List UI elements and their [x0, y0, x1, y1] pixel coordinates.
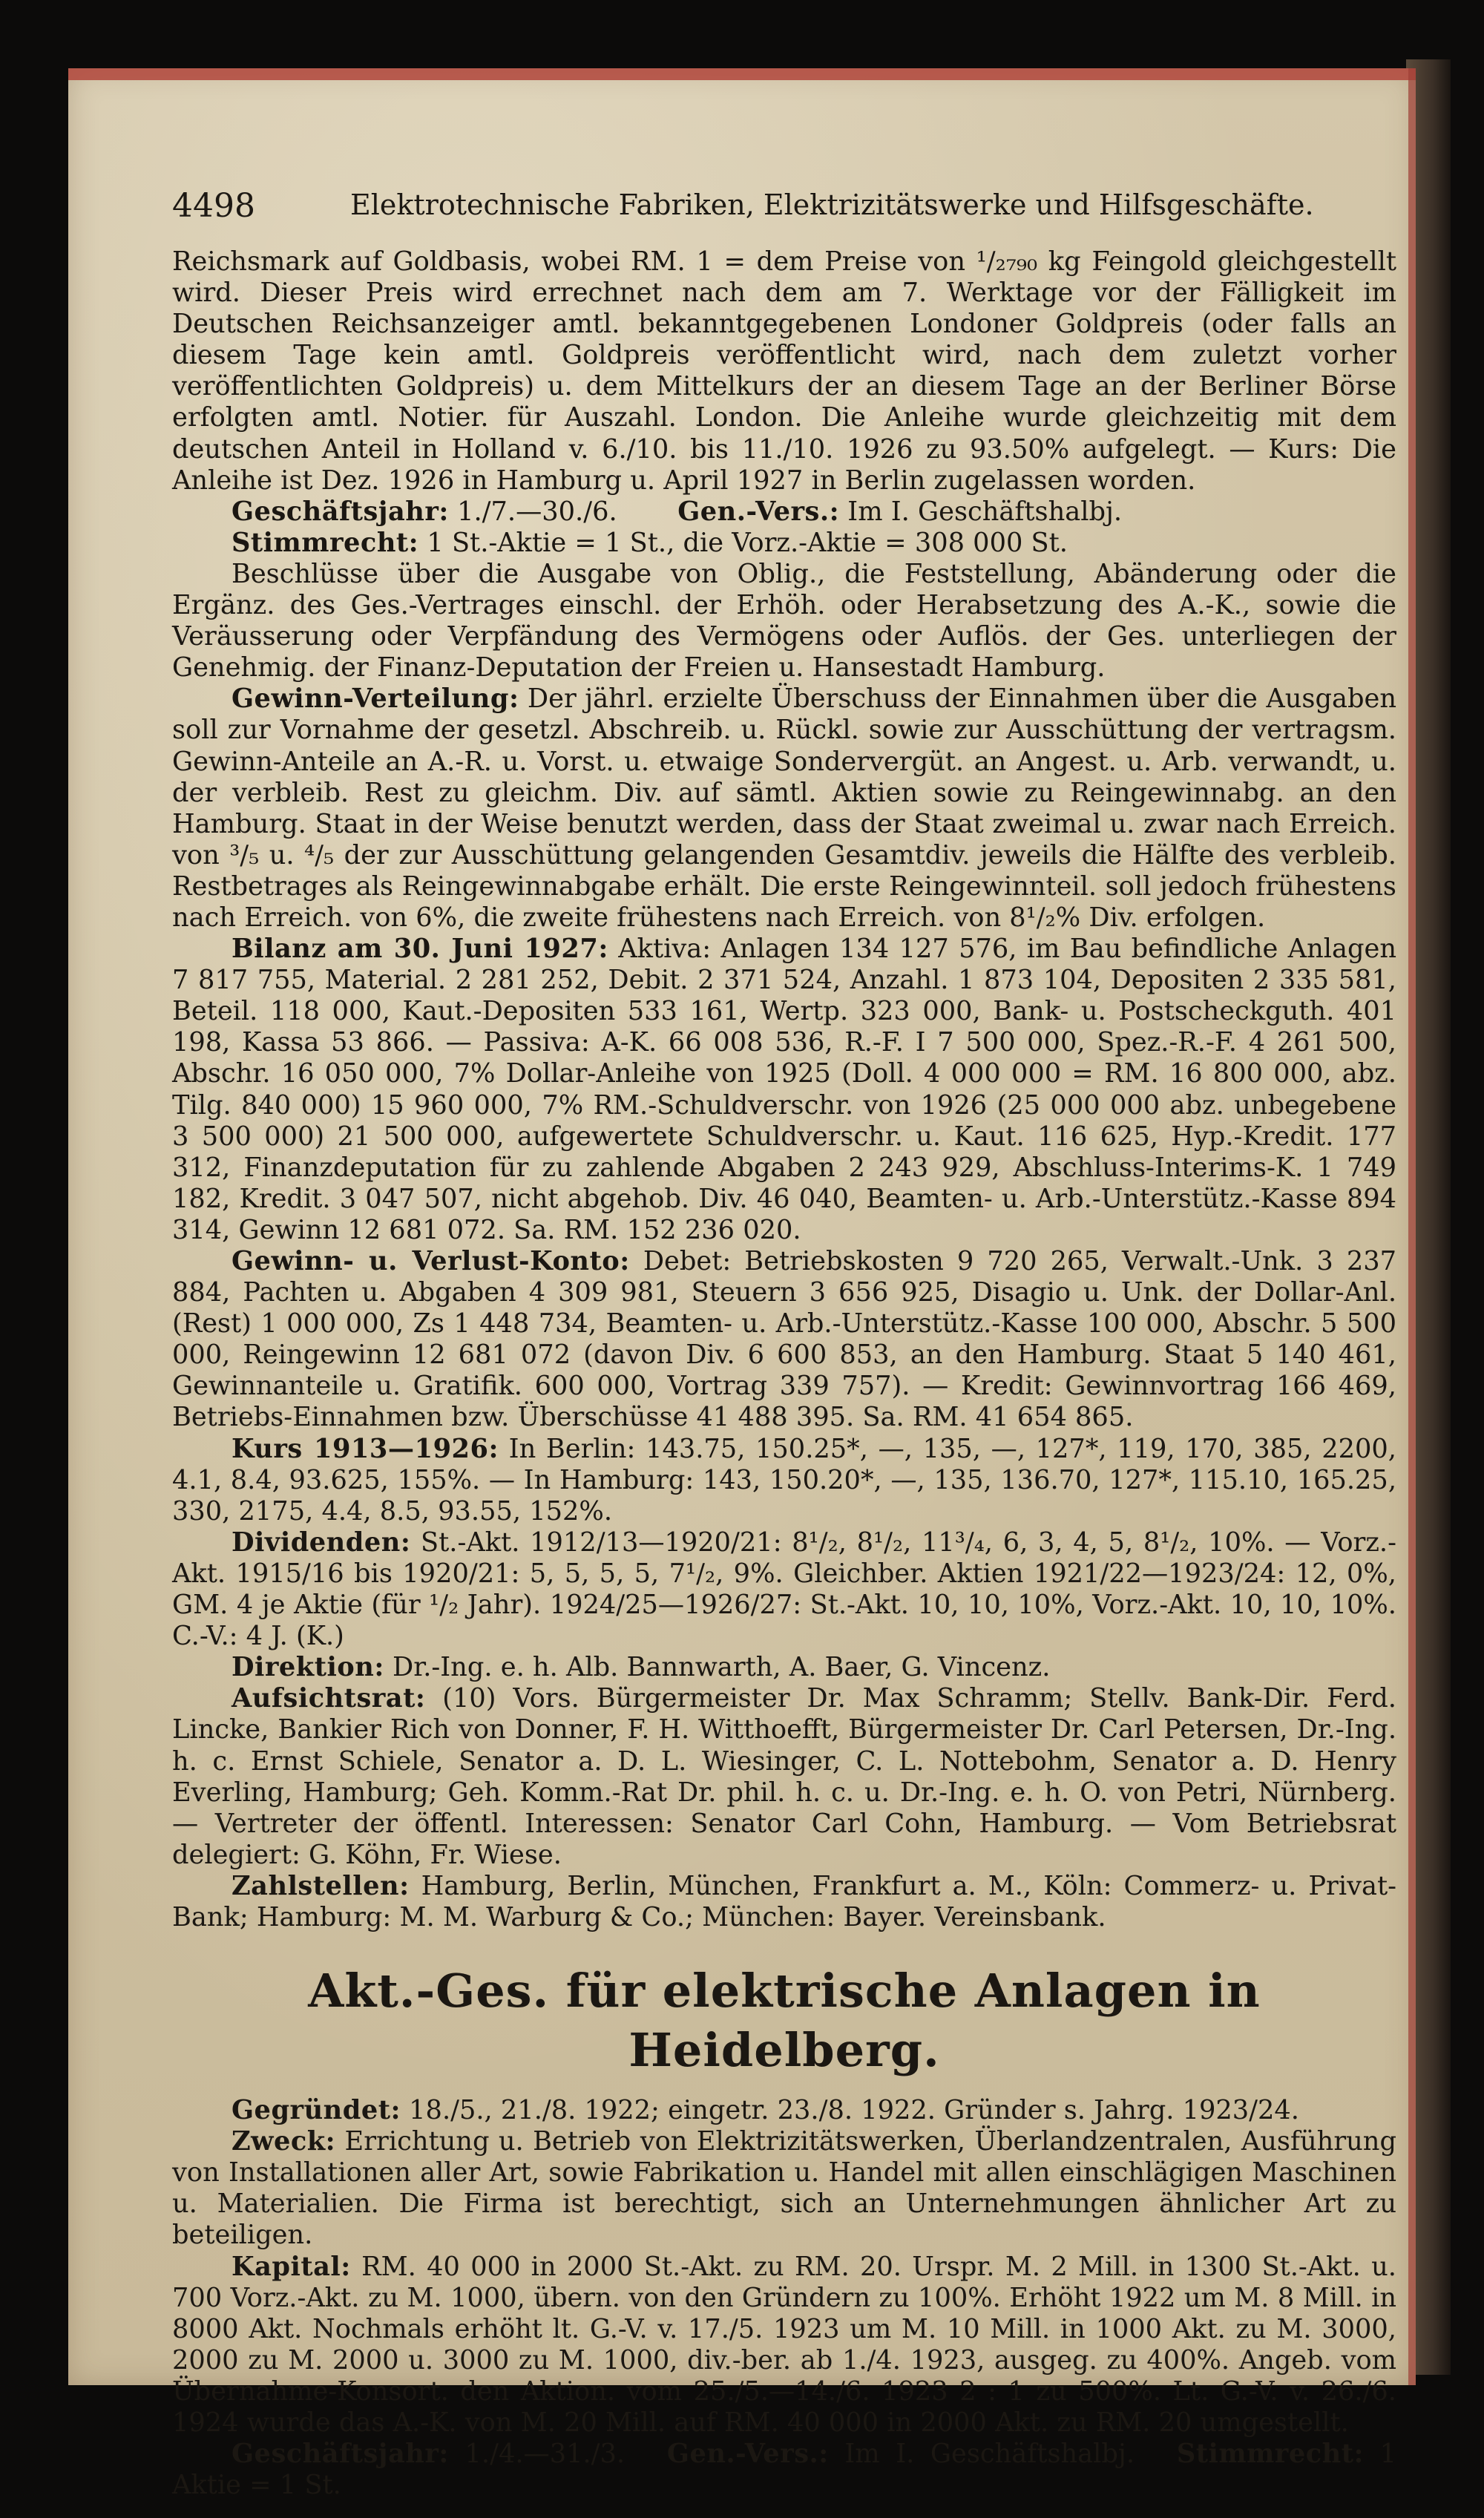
voting-rights-label-2: Stimmrecht:: [1176, 2439, 1364, 2470]
purpose-paragraph: [172, 2126, 1396, 2251]
paying-agents-text: Hamburg, Berlin, München, Frankfurt a. M., Köln: Commerz- u. Privat-Bank; Hamburg: M. M. Warburg & Co.; München: Bayer. Vereinsbank.: [172, 1870, 1396, 1932]
dividends-label: Dividenden:: [232, 1527, 411, 1558]
resolutions-paragraph: Beschlüsse über die Ausgabe von Oblig., die Feststellung, Abänderung oder die Ergänz. des Ges.-Vertrages einschl. der Erhöh. oder Herabsetzung des A.-K., sowie die Veräusserung oder Verpfändung des Vermögens oder Auflös. der Ges. unterliegen der Genehmig. der Finanz-Deputation der Freien u. Hansestadt Hamburg.: [172, 558, 1396, 683]
purpose-text: Errichtung u. Betrieb von Elektrizitätswerken, Überlandzentralen, Ausführung von Installationen aller Art, sowie Fabrikation u. Handel mit allen einschlägigen Maschinen u. Materialien. Die Firma ist berechtigt, sich an Unternehmungen ähnlicher Art zu beteiligen.: [172, 2126, 1396, 2251]
intro-paragraph: Reichsmark auf Goldbasis, wobei RM. 1 = dem Preise von ¹/₂₇₉₀ kg Feingold gleichgestellt wird. Dieser Preis wird errechnet nach dem am 7. Werktage vor der Fälligkeit im Deutschen Reichsanzeiger amtl. bekanntgegebenen Londoner Goldpreis (oder falls an diesem Tage kein amtl. Goldpreis veröffentlicht wird, nach dem zuletzt vorher veröffentlichten Goldpreis) u. dem Mittelkurs der an diesem Tage an der Berliner Börse erfolgten amtl. Notier. für Auszahl. London. Die Anleihe wurde gleichzeitig mit dem deutschen Anteil in Holland v. 6./10. bis 11./10. 1926 zu 93.50% aufgelegt. — Kurs: Die Anleihe ist Dez. 1926 in Hamburg u. April 1927 in Berlin zugelassen worden.: [172, 246, 1396, 496]
profit-distribution-label: Gewinn-Verteilung:: [232, 683, 519, 715]
paying-agents-label: Zahlstellen:: [232, 1870, 410, 1901]
profit-loss-paragraph: [172, 1246, 1396, 1434]
page-content: [172, 246, 1396, 2501]
general-meeting-text-2: Im I. Geschäftshalbj.: [828, 2439, 1135, 2470]
running-title: Elektrotechnische Fabriken, Elektrizitätswerke und Hilfsgeschäfte.: [350, 188, 1314, 221]
founded-label: Gegründet:: [232, 2095, 401, 2126]
supervisory-board-text: (10) Vors. Bürgermeister Dr. Max Schramm; Stellv. Bank-Dir. Ferd. Lincke, Bankier Rich von Donner, F. H. Witthoefft, Bürgermeister Dr. Carl Petersen, Dr.-Ing. h. c. Ernst Schiele, Senator a. D. L. Wiesinger, C. L. Nottebohm, Senator a. D. Henry Everling, Hamburg; Geh. Komm.-Rat Dr. phil. h. c. u. Dr.-Ing. e. h. O. von Petri, Nürnberg. — Vertreter der öffentl. Interessen: Senator Carl Cohn, Hamburg. — Vom Betriebsrat delegiert: G. Köhn, Fr. Wiese.: [172, 1683, 1396, 1870]
fiscal-year-label: Geschäftsjahr:: [232, 496, 449, 527]
balance-sheet-text: Aktiva: Anlagen 134 127 576, im Bau befindliche Anlagen 7 817 755, Material. 2 281 252, Debit. 2 371 524, Anzahl. 1 873 104, Depositen 2 335 581, Beteil. 118 000, Kaut.-Depositen 533 161, Wertp. 323 000, Bank- u. Postscheckguth. 401 198, Kassa 53 866. — Passiva: A-K. 66 008 536, R.-F. I 7 500 000, Spez.-R.-F. 4 261 500, Abschr. 16 050 000, 7% Dollar-Anleihe von 1925 (Doll. 4 000 000 = RM. 16 800 000, abz. Tilg. 840 000) 15 960 000, 7% RM.-Schuldverschr. von 1926 (25 000 000 abz. unbegebene 3 500 000) 21 500 000, aufgewertete Schuldverschr. u. Kaut. 116 625, Hyp.-Kredit. 177 312, Finanzdeputation für zu zahlende Abgaben 2 243 929, Abschluss-Interims-K. 1 749 182, Kredit. 3 047 507, nicht abgehob. Div. 46 040, Beamten- u. Arb.-Unterstütz.-Kasse 894 314, Gewinn 12 681 072. Sa. RM. 152 236 020.: [172, 934, 1396, 1245]
company-title: Akt.-Ges. für elektrische Anlagen in Heidelberg.: [308, 1964, 1261, 2078]
fiscal-year-text: 1./7.—30./6.: [448, 496, 617, 527]
balance-sheet-label: Bilanz am 30. Juni 1927:: [232, 934, 608, 965]
balance-sheet-paragraph: [172, 934, 1396, 1246]
voting-rights-text-2: 1 Aktie = 1 St.: [172, 2439, 1396, 2501]
capital-text: RM. 40 000 in 2000 St.-Akt. zu RM. 20. Urspr. M. 2 Mill. in 1300 St.-Akt. u. 700 Vorz.-Akt. zu M. 1000, übern. von den Gründern zu 100%. Erhöht 1922 um M. 8 Mill. in 8000 Akt. Nochmals erhöht lt. G.-V. v. 17./5. 1923 um M. 10 Mill. in 1000 Akt. zu M. 3000, 2000 zu M. 2000 u. 3000 zu M. 1000, div.-ber. ab 1./4. 1923, ausgeg. zu 400%. Angeb. vom Übernahme-Konsort. den Aktion. vom 25./5.—14./6. 1923 2 : 1 zu 500%. Lt. G.-V. v. 26./6. 1924 wurde das A.-K. von M. 20 Mill. auf RM. 40 000 in 2000 Akt. zu RM. 20 umgestellt.: [172, 2251, 1396, 2438]
running-header: [172, 187, 1389, 232]
capital-label: Kapital:: [232, 2251, 351, 2282]
management-label: Direktion:: [232, 1652, 384, 1683]
supervisory-board-label: Aufsichtsrat:: [232, 1683, 426, 1714]
profit-distribution-paragraph: [172, 683, 1396, 934]
price-history-text: In Berlin: 143.75, 150.25*, —, 135, —, 127*, 119, 170, 385, 2200, 4.1, 8.4, 93.625, 155%. — In Hamburg: 143, 150.20*, —, 135, 136.70, 127*, 115.10, 165.25, 330, 2175, 4.4, 8.5, 93.55, 152%.: [172, 1433, 1396, 1527]
page-number: 4498: [172, 187, 255, 225]
profit-loss-text: Debet: Betriebskosten 9 720 265, Verwalt.-Unk. 3 237 884, Pachten u. Abgaben 4 309 981, Steuern 3 656 925, Disagio u. Unk. der Dollar-Anl. (Rest) 1 000 000, Zs 1 448 734, Beamten- u. Arb.-Unterstütz.-Kasse 100 000, Abschr. 5 500 000, Reingewinn 12 681 072 (davon Div. 6 600 853, an den Hamburg. Staat 5 140 461, Gewinnanteile u. Gratifik. 600 000, Vortrag 339 757). — Kredit: Gewinnvortrag 166 469, Betriebs-Einnahmen bzw. Überschüsse 41 488 395. Sa. RM. 41 654 865.: [172, 1246, 1397, 1433]
voting-rights-line: [172, 528, 1396, 559]
book-page: [68, 68, 1416, 2501]
price-history-label: Kurs 1913—1926:: [232, 1433, 499, 1464]
purpose-label: Zweck:: [232, 2126, 336, 2157]
management-text: Dr.-Ing. e. h. Alb. Bannwarth, A. Baer, G. Vincenz.: [384, 1652, 1051, 1683]
founded-paragraph: [172, 2095, 1396, 2126]
fiscal-year-line-2: [172, 2439, 1396, 2501]
general-meeting-label-2: Gen.-Vers.:: [666, 2439, 829, 2470]
dividends-text: St.-Akt. 1912/13—1920/21: 8¹/₂, 8¹/₂, 11³/₄, 6, 3, 4, 5, 8¹/₂, 10%. — Vorz.-Akt. 1915/16 bis 1920/21: 5, 5, 5, 5, 7¹/₂, 9%. Gleichber. Aktien 1921/22—1923/24: 12, 0%, GM. 4 je Aktie (für ¹/₂ Jahr). 1924/25—1926/27: St.-Akt. 10, 10, 10%, Vorz.-Akt. 10, 10, 10%. C.-V.: 4 J. (K.): [172, 1527, 1396, 1652]
fiscal-year-line: [172, 496, 1396, 528]
capital-paragraph: [172, 2252, 1396, 2439]
fiscal-year-text-2: 1./4.—31./3.: [448, 2439, 626, 2470]
profit-loss-label: Gewinn- u. Verlust-Konto:: [232, 1246, 630, 1276]
general-meeting-text: Im I. Geschäftshalbj.: [839, 496, 1123, 527]
page-top-edge: [68, 68, 1416, 80]
founded-text: 18./5., 21./8. 1922; eingetr. 23./8. 1922. Gründer s. Jahrg. 1923/24.: [400, 2095, 1299, 2126]
paying-agents-paragraph: [172, 1871, 1396, 1933]
dividends-paragraph: [172, 1527, 1396, 1652]
supervisory-board-paragraph: [172, 1683, 1396, 1871]
voting-rights-text: 1 St.-Aktie = 1 St., die Vorz.-Aktie = 308 000 St.: [418, 527, 1068, 558]
page-right-edge: [1408, 68, 1416, 2385]
general-meeting-label: Gen.-Vers.:: [677, 496, 840, 527]
management-paragraph: [172, 1652, 1396, 1683]
price-history-paragraph: [172, 1434, 1396, 1527]
fiscal-year-label-2: Geschäftsjahr:: [232, 2439, 449, 2470]
voting-rights-label: Stimmrecht:: [232, 527, 419, 558]
profit-distribution-text: Der jährl. erzielte Überschuss der Einnahmen über die Ausgaben soll zur Vornahme der gesetzl. Abschreib. u. Rückl. sowie zur Ausschüttung der vertragsm. Gewinn-Anteile an A.-R. u. Vorst. u. etwaige Sondervergüt. an Angest. u. Arb. verwandt, u. der verbleib. Rest zu gleichm. Div. auf sämtl. Aktien sowie zu Reingewinnabg. an den Hamburg. Staat in der Weise benutzt werden, dass der Staat zweimal u. zwar nach Erreich. von ³/₅ u. ⁴/₅ der zur Ausschüttung gelangenden Gesamtdiv. jeweils die Hälfte des verbleib. Restbetrages als Reingewinnabgabe erhält. Die erste Reingewinnteil. soll jedoch frühestens nach Erreich. von 6%, die zweite frühestens nach Erreich. von 8¹/₂% Div. erfolgen.: [172, 683, 1396, 933]
